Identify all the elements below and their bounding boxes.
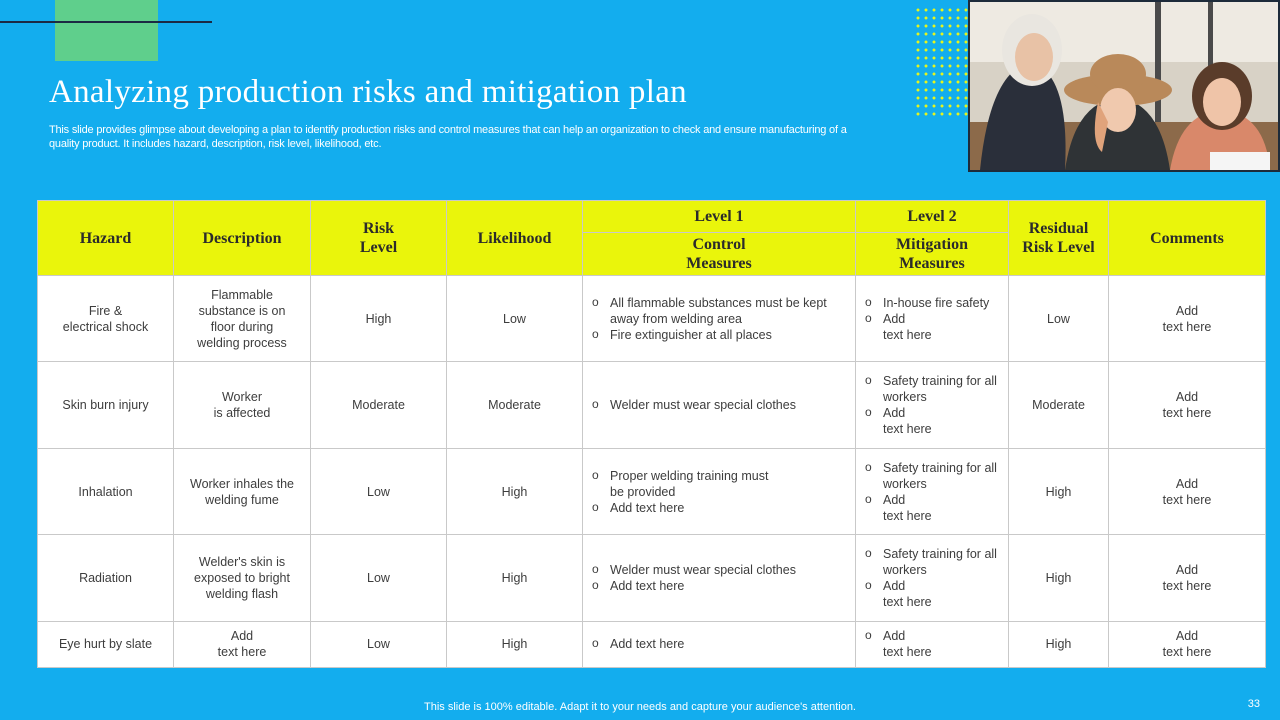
bullet-item: o In-house fire safety xyxy=(864,295,1000,311)
decorative-dot-grid xyxy=(914,6,970,118)
cell-residual-risk-level: High xyxy=(1009,535,1109,621)
table-row xyxy=(38,276,1266,362)
cell-risk-level: Moderate xyxy=(311,362,447,448)
table-row xyxy=(38,448,1266,534)
footer-note: This slide is 100% editable. Adapt it to your needs and capture your audience's attention. xyxy=(424,701,856,713)
header-residual-risk-level: Residual Risk Level xyxy=(1009,201,1109,276)
cell-comments: Add text here xyxy=(1109,362,1266,448)
cell-control-measures xyxy=(583,535,856,621)
bullet-item: o Add text here xyxy=(591,578,847,594)
bullet-item: o Add text here xyxy=(864,405,1000,437)
bullet-item: o Add text here xyxy=(864,492,1000,524)
bullet-item: o All flammable substances must be kept away from welding area xyxy=(591,295,847,327)
risk-table xyxy=(37,200,1266,668)
cell-likelihood: Moderate xyxy=(447,362,583,448)
table-row xyxy=(38,621,1266,667)
header-level-2: Level 2 xyxy=(856,201,1009,233)
header-comments: Comments xyxy=(1109,201,1266,276)
bullet-item: o Welder must wear special clothes xyxy=(591,397,847,413)
table-row xyxy=(38,362,1266,448)
bullet-item: o Safety training for all workers xyxy=(864,373,1000,405)
cell-likelihood: High xyxy=(447,535,583,621)
decorative-line xyxy=(0,21,212,23)
cell-risk-level: High xyxy=(311,276,447,362)
header-mitigation-measures: Mitigation Measures xyxy=(856,233,1009,276)
cell-mitigation-measures xyxy=(856,448,1009,534)
bullet-item: o Add text here xyxy=(864,628,1000,660)
cell-comments: Add text here xyxy=(1109,621,1266,667)
cell-comments: Add text here xyxy=(1109,448,1266,534)
cell-residual-risk-level: High xyxy=(1009,448,1109,534)
bullet-item: o Safety training for all workers xyxy=(864,460,1000,492)
cell-residual-risk-level: Moderate xyxy=(1009,362,1109,448)
cell-hazard: Inhalation xyxy=(38,448,174,534)
cell-description: Add text here xyxy=(174,621,311,667)
bullet-item: o Safety training for all workers xyxy=(864,546,1000,578)
header-level-1: Level 1 xyxy=(583,201,856,233)
cell-hazard: Radiation xyxy=(38,535,174,621)
bullet-item: o Fire extinguisher at all places xyxy=(591,327,847,343)
cell-residual-risk-level: Low xyxy=(1009,276,1109,362)
bullet-item: o Add text here xyxy=(864,311,1000,343)
cell-mitigation-measures xyxy=(856,276,1009,362)
cell-mitigation-measures xyxy=(856,535,1009,621)
cell-hazard: Skin burn injury xyxy=(38,362,174,448)
cell-hazard: Fire & electrical shock xyxy=(38,276,174,362)
cell-comments: Add text here xyxy=(1109,535,1266,621)
cell-comments: Add text here xyxy=(1109,276,1266,362)
cell-description: Welder's skin is exposed to bright welding flash xyxy=(174,535,311,621)
bullet-item: o Welder must wear special clothes xyxy=(591,562,847,578)
slide-subtitle: This slide provides glimpse about developing a plan to identify production risks and control measures that can help an organization to check and ensure manufacturing of a quality product. It includes hazard, description, risk level, likelihood, etc. xyxy=(49,124,847,150)
cell-likelihood: High xyxy=(447,448,583,534)
bullet-item: o Add text here xyxy=(591,500,847,516)
cell-risk-level: Low xyxy=(311,535,447,621)
cell-residual-risk-level: High xyxy=(1009,621,1109,667)
cell-description: Worker is affected xyxy=(174,362,311,448)
cell-control-measures xyxy=(583,448,856,534)
header-risk-level: Risk Level xyxy=(311,201,447,276)
header-hazard: Hazard xyxy=(38,201,174,276)
cell-control-measures xyxy=(583,276,856,362)
table-row xyxy=(38,535,1266,621)
cell-risk-level: Low xyxy=(311,621,447,667)
page-number: 33 xyxy=(1247,698,1260,710)
cell-mitigation-measures xyxy=(856,621,1009,667)
header-control-measures: Control Measures xyxy=(583,233,856,276)
slide-title: Analyzing production risks and mitigation plan xyxy=(49,74,687,110)
cell-control-measures xyxy=(583,362,856,448)
cell-likelihood: High xyxy=(447,621,583,667)
cell-risk-level: Low xyxy=(311,448,447,534)
cell-hazard: Eye hurt by slate xyxy=(38,621,174,667)
cell-description: Worker inhales the welding fume xyxy=(174,448,311,534)
decorative-green-square xyxy=(55,0,158,61)
header-likelihood: Likelihood xyxy=(447,201,583,276)
cell-mitigation-measures xyxy=(856,362,1009,448)
team-photo xyxy=(968,0,1280,172)
cell-likelihood: Low xyxy=(447,276,583,362)
cell-description: Flammable substance is on floor during welding process xyxy=(174,276,311,362)
bullet-item: o Add text here xyxy=(591,636,847,652)
bullet-item: o Proper welding training must be provided xyxy=(591,468,847,500)
cell-control-measures xyxy=(583,621,856,667)
team-photo-illustration xyxy=(970,2,1278,170)
bullet-item: o Add text here xyxy=(864,578,1000,610)
header-description: Description xyxy=(174,201,311,276)
